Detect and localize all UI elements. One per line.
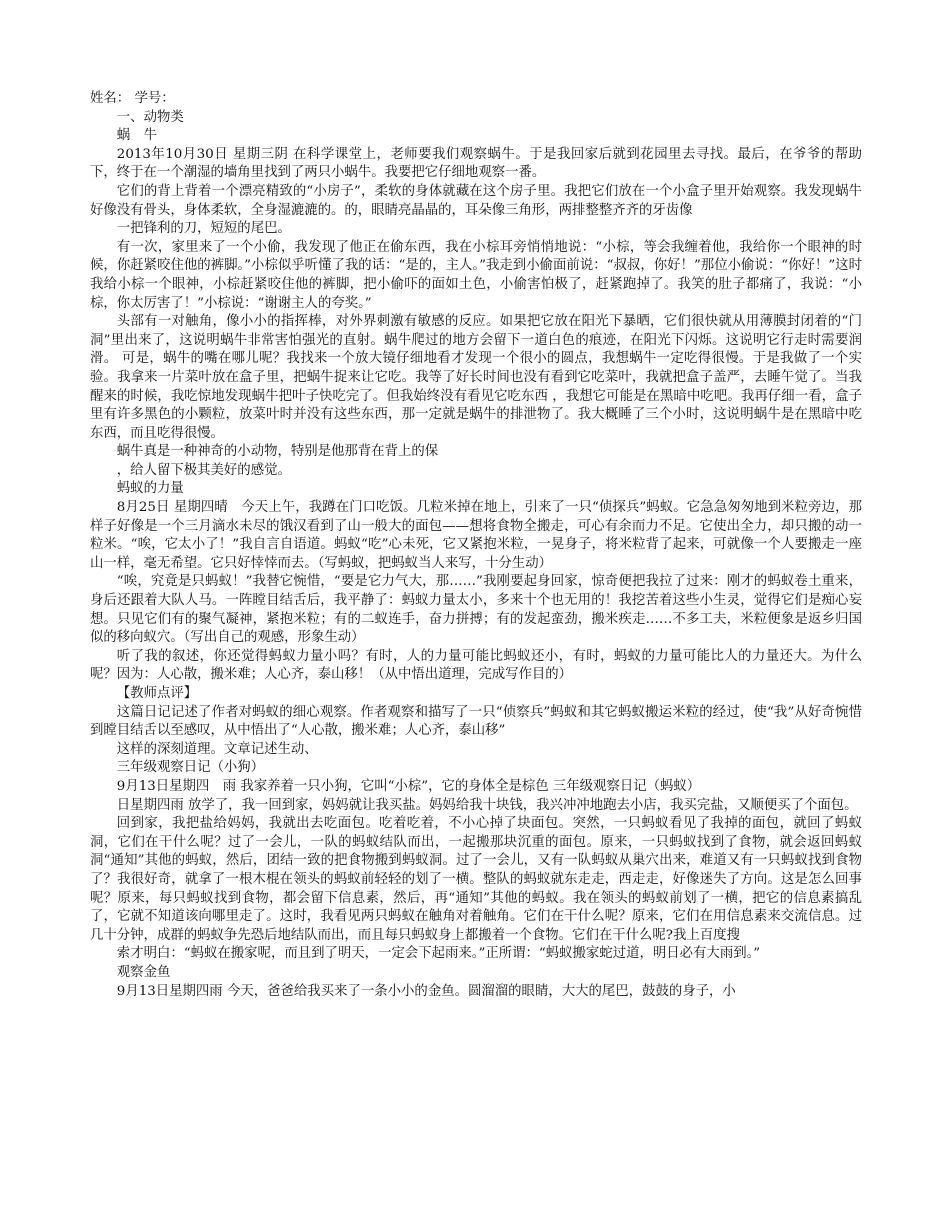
section-title-animals: 一、动物类 [116, 109, 184, 125]
teacher-comment-heading: 【教师点评】 [116, 686, 198, 701]
paragraph-ant-bread: 回到家，我把盐给妈妈，我就出去吃面包。吃着吃着，不小心掉了块面包。突然，一只蚂蚁看见了我掉的面包，就回了蚂蚁洞，它们在干什么呢？过了一会儿，一队的蚂蚁结队而出，一起搬那块沉重的面包。原来，一只蚂蚁找到了食物，就会返回蚂蚁洞“通知”其他的蚂蚁，然后，团结一致的把食物搬到蚂蚁洞。过了一会儿，又有一队蚂蚁从巢穴出来，难道又有一只蚂蚁找到食物了？我很好奇，就拿了一根木棍在领头的蚂蚁前轻轻的划了一横。整队的蚂蚁就东走走，西走走，好像迷失了方向。这是怎么回事呢？原来，每只蚂蚁找到食物，都会留下信息素，然后，再“通知”其他的蚂蚁。我在领头的蚂蚁前划了一横，把它的信息素搞乱了，它就不知道该向哪里走了。这时，我看见两只蚂蚁在触角对着触角。它们在干什么呢？原来，它们在用信息素来交流信息。过几十分钟，成群的蚂蚁争先恐后地结队而出，而且每只蚂蚁身上都搬着一个食物。它们在干什么呢?我上百度搜 [90, 816, 862, 943]
student-id-label: 学号： [134, 91, 175, 106]
paragraph-puppy-intro: 9月13日星期四 雨 我家养着一只小狗，它叫“小棕”，它的身体全是棕色 三年级观察日记（蚂蚁） [116, 778, 701, 794]
paragraph-ant-buy-salt: 日星期四雨 放学了，我一回到家，妈妈就让我买盐。妈妈给我十块钱，我兴冲冲地跑去小店，我买完盐，又顺便买了个面包。 [116, 797, 858, 813]
paragraph-snail-intro: 2013年10月30日 星期三阴 在科学课堂上，老师要我们观察蜗牛。于是我回家后就到花园里去寻找。最后，在爷爷的帮助下，终于在一个潮湿的墙角里找到了两只小蜗牛。我要把它仔细地观察一番。 [90, 146, 862, 181]
paragraph-snail-feeling: ，给人留下极其美好的感觉。 [116, 462, 291, 478]
paragraph-ant-lesson: 听了我的叙述，你还觉得蚂蚁力量小吗？有时，人的力量可能比蚂蚁还小，有时，蚂蚁的力量可能比人的力量还大。为什么呢？因为：人心散，搬米难；人心齐，泰山移！（从中悟出道理，完成写作目的） [90, 648, 862, 683]
name-label: 姓名： [90, 91, 131, 106]
paragraph-snail-shell: 它们的背上背着一个漂亮精致的“小房子”，柔软的身体就藏在这个房子里。我把它们放在一个小盒子里开始观察。我发现蜗牛好像没有骨头，身体柔软，全身湿漉漉的。的，眼睛亮晶晶的，耳朵像三角形，两排整整齐齐的牙齿像 [90, 183, 862, 218]
paragraph-comment-end: 这样的深刻道理。文章记述生动、 [116, 741, 318, 757]
paragraph-teacher-comment: 这篇日记记述了作者对蚂蚁的细心观察。作者观察和描写了一只“侦察兵”蚂蚁和其它蚂蚁搬运米粒的经过，使“我”从好奇惋惜到瞠目结舌以至感叹，从中悟出了“人心散，搬米难；人心齐，泰山移” [90, 704, 862, 739]
article-title-snail: 蜗 牛 [116, 128, 157, 144]
header-line [90, 90, 862, 109]
article-title-goldfish: 观察金鱼 [116, 964, 171, 980]
paragraph-snail-conclusion: 蜗牛真是一种神奇的小动物，特别是他那背在背上的保 [116, 444, 439, 460]
paragraph-thief-story: 有一次，家里来了一个小偷，我发现了他正在偷东西，我在小棕耳旁悄悄地说：“小棕，等会我缠着他，我给你一个眼神的时候，你赶紧咬住他的裤脚。”小棕似乎听懂了我的话：“是的，主人。”我走到小偷面前说：“叔叔，你好！”那位小偷说：“你好！”这时我给小棕一个眼神，小棕赶紧咬住他的裤脚，把小偷吓的面如土色，小偷害怕极了，赶紧跑掉了。我笑的肚子都痛了，我说：“小棕，你太厉害了！”小棕说：“谢谢主人的夸奖。” [90, 239, 862, 311]
paragraph-snail-tail: 一把锋利的刀，短短的尾巴。 [116, 221, 291, 237]
paragraph-ant-scout: 8月25日 星期四晴 今天上午，我蹲在门口吃饭。几粒米掉在地上，引来了一只“侦探兵”蚂蚁。它急急匆匆地到米粒旁边，那样子好像是一个三月滴水未尽的饿汉看到了山一般大的面包——想将食物全搬走，可心有余而力不足。它使出全力，却只搬的动一粒米。“唉，它太小了！”我自言自语道。蚂蚁“吃”心未死，它又紧抱米粒，一晃身子，将米粒背了起来，可就像一个人要搬走一座山一样，毫无希望。它只好悻悻而去。（写蚂蚁，把蚂蚁当人来写，十分生动） [90, 500, 862, 571]
paragraph-snail-experiment: 头部有一对触角，像小小的指挥棒，对外界刺激有敏感的反应。如果把它放在阳光下暴晒，它们很快就从用薄膜封闭着的“门洞”里出来了，这说明蜗牛非常害怕强光的直射。蜗牛爬过的地方会留下一道白色的痕迹，在阳光下闪烁。这说明它行走时需要润滑。 可是，蜗牛的嘴在哪儿呢？我找来一个放大镜仔细地看才发现一个很小的圆点，我想蜗牛一定吃得很慢。于是我做了一个实验。我拿来一片菜叶放在盒子里，把蜗牛捉来让它吃。我等了好长时间也没有看到它吃菜叶，我就把盒子盖严，去睡午觉了。当我醒来的时候，我吃惊地发现蜗牛把叶子快吃完了。但我始终没有看见它吃东西 ，我想它可能是在黑暗中吃吧。我再仔细一看，盒子里有许多黑色的小颗粒，放菜叶时并没有这些东西，那一定就是蜗牛的排泄物了。我大概睡了三个小时，这说明蜗牛是在黑暗中吃东西，而且吃得很慢。 [90, 314, 862, 441]
paragraph-ant-rain: 索才明白：“蚂蚁在搬家呢，而且到了明天，一定会下起雨来。”正所谓：“蚂蚁搬家蛇过道，明日必有大雨到。” [116, 946, 761, 962]
document-page [90, 90, 862, 1001]
article-title-puppy: 三年级观察日记（小狗） [116, 760, 265, 776]
article-title-ant-strength: 蚂蚁的力量 [116, 481, 184, 497]
paragraph-goldfish-intro: 9月13日星期四雨 今天，爸爸给我买来了一条小小的金鱼。圆溜溜的眼睛，大大的尾巴，鼓鼓的身子，小 [116, 983, 736, 999]
paragraph-ant-team: “唉，究竟是只蚂蚁！”我替它惋惜，“要是它力气大，那……”我刚要起身回家，惊奇便把我拉了过来：刚才的蚂蚁卷土重来，身后还跟着大队人马。一阵瞠目结舌后，我平静了：蚂蚁力量太小，多来十个也无用的！我挖苦着这些小生灵，觉得它们是痴心妄想。只见它们有的聚气凝神，紧抱米粒；有的二蚁连手，奋力拼搏；有的发起蛮劲，搬米疾走……不多工夫，米粒便象是返乡归国似的移向蚁穴。（写出自己的观感，形象生动） [90, 574, 862, 646]
